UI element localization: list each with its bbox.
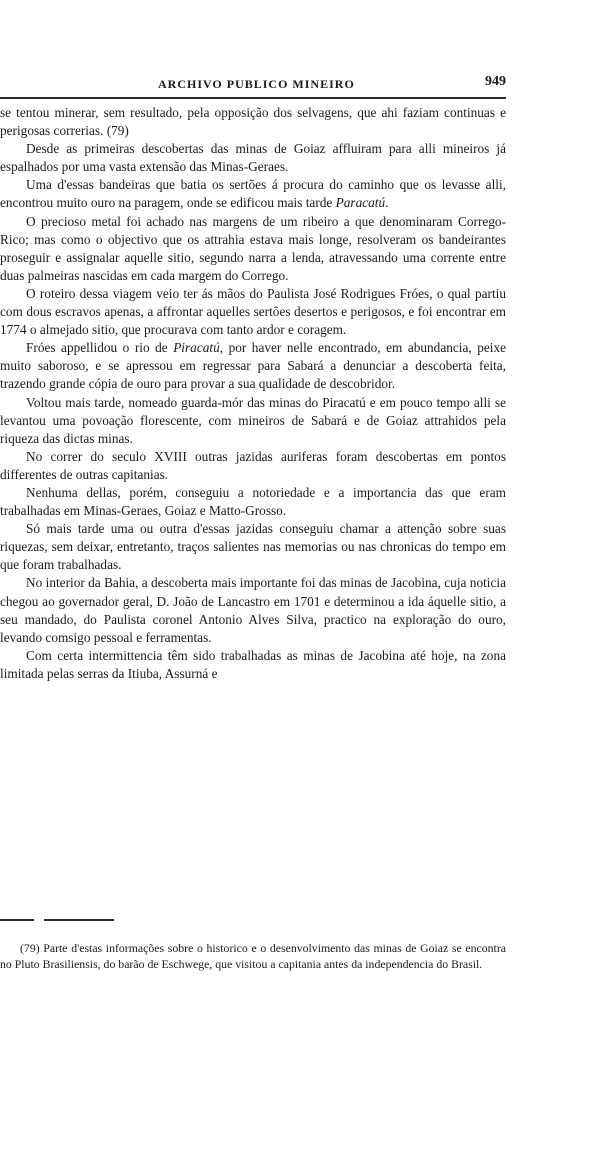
place-name: Paracatú: [335, 195, 386, 211]
footnote-rule-segment: [0, 919, 34, 921]
footnote-rule: [0, 919, 114, 921]
page-number: 949: [485, 74, 506, 89]
header-rule: [0, 97, 506, 99]
paragraph: O precioso metal foi achado nas margens de um ribeiro a que denominaram Corrego-Rico; mas como o objectivo que os attrahia estava mais longe, resolveram os bandeirantes proseguir e assignalar aquelle sitio, segundo narra a lenda, atravessando uma corrente entre duas palmeiras nascidas em cada margem do Corrego.: [0, 213, 506, 283]
paragraph: Voltou mais tarde, nomeado guarda-mór das minas do Piracatú e em pouco tempo alli se levantou uma povoação florescente, com mineiros de Sabará e de Goiaz attrahidos pela riqueza das dictas minas.: [0, 394, 506, 446]
paragraph: Desde as primeiras descobertas das minas de Goiaz affluiram para alli mineiros já espalhados por uma vasta extensão das Minas-Geraes.: [0, 141, 506, 175]
paragraph-text: Uma d'essas bandeiras que batia os sertões á procura do caminho que os levasse alli, encontrou muito ouro na paragem, onde se edificou mais tarde: [0, 177, 506, 211]
paragraph: Nenhuma dellas, porém, conseguiu a notoriedade e a importancia das que eram trabalhadas em Minas-Geraes, Goiaz e Matto-Grosso.: [0, 484, 506, 519]
paragraph-end: .: [385, 195, 389, 211]
running-title: ARCHIVO PUBLICO MINEIRO: [158, 77, 355, 91]
running-header: [0, 74, 532, 92]
place-name: Piracatú: [173, 340, 220, 356]
footnote-text: (79) Parte d'estas informações sobre o historico e o desenvolvimento das minas de Goiaz se encontra no Pluto Brasiliensis, do barão de Eschwege, que visitou a capitania antes da independencia do Brasil.: [0, 941, 506, 971]
paragraph: O roteiro dessa viagem veio ter ás mãos do Paulista José Rodrigues Fróes, o qual partiu com dous escravos apenas, a affrontar aquelles sertões desertos e perigosos, e foi encontrar em 1774 o almejado sitio, que procurava com tanto ardor e coragem.: [0, 285, 506, 338]
footnote: [0, 940, 506, 972]
paragraph: [0, 176, 506, 212]
body-text: [0, 104, 506, 683]
paragraph-text: Fróes appellidou o rio de: [26, 340, 174, 356]
paragraph: No correr do seculo XVIII outras jazidas auriferas foram descobertas em pontos differentes de outras capitanias.: [0, 448, 506, 482]
paragraph: Com certa intermittencia têm sido trabalhadas as minas de Jacobina até hoje, na zona limitada pelas serras da Itiuba, Assurná e: [0, 647, 506, 681]
paragraph: [0, 339, 506, 393]
paragraph: se tentou minerar, sem resultado, pela opposição dos selvagens, que ahi faziam continuas e perigosas correrias. (79): [0, 105, 506, 139]
paragraph-text: , por haver nelle encontrado, em abundancia, peixe muito saboroso, e se apressou em regressar para Sabará a denunciar a descoberta feita, trazendo grande cópia de ouro para provar a sua qualidade de descobridor.: [0, 340, 506, 392]
paragraph: No interior da Bahia, a descoberta mais importante foi das minas de Jacobina, cuja noticia chegou ao governador geral, D. João de Lancastro em 1701 e determinou a ida áquelle sitio, a seu mandado, do Paulista coronel Antonio Alves Silva, practico na exploração do ouro, levando comsigo pessoal e ferramentas.: [0, 575, 506, 645]
footnote-rule-segment: [44, 919, 114, 921]
paragraph: Só mais tarde uma ou outra d'essas jazidas conseguiu chamar a attenção sobre suas riquezas, sem deixar, entretanto, traços salientes nas memorias ou nas chronicas do tempo em que foram trabalhadas.: [0, 521, 506, 573]
